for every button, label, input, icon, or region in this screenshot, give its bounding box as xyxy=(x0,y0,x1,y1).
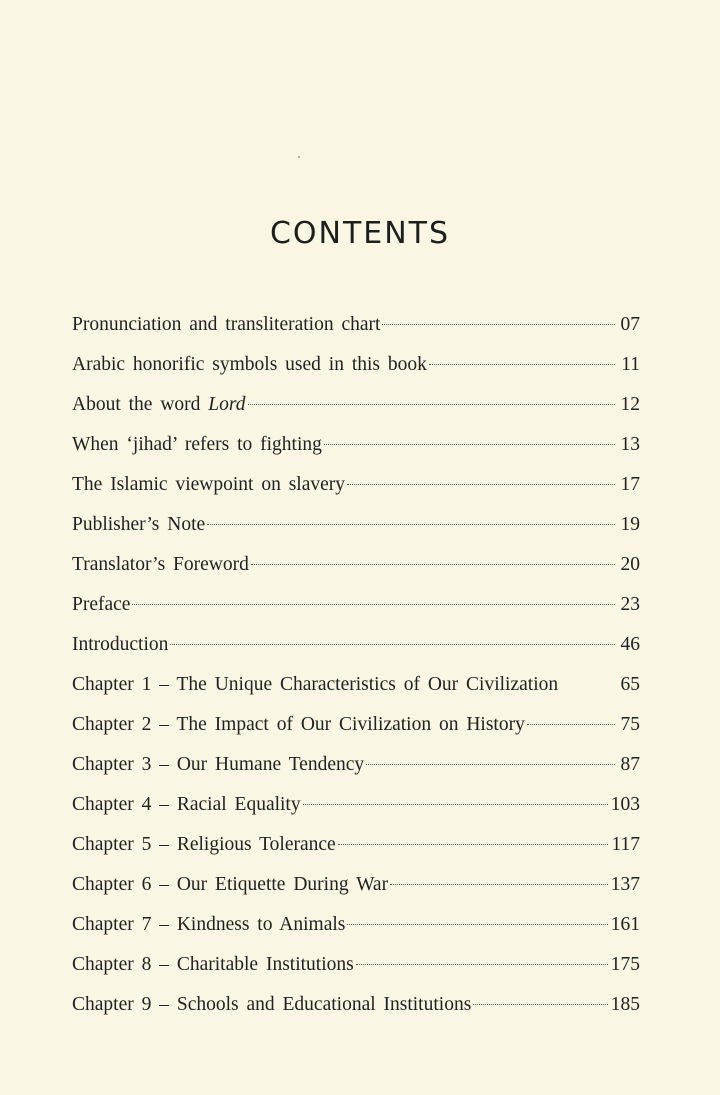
dot-leader xyxy=(356,964,608,965)
toc-entry-title-italic: Lord xyxy=(208,394,246,415)
paper-speck xyxy=(298,156,300,158)
toc-entry-page: 65 xyxy=(620,674,640,695)
toc-entry-page: 13 xyxy=(620,434,640,455)
contents-heading: CONTENTS xyxy=(269,216,451,251)
dot-leader xyxy=(366,764,615,765)
toc-entry-honorific-symbols xyxy=(72,350,640,390)
toc-entry-title-prefix: About the word xyxy=(72,394,209,415)
toc-entry-chapter-9 xyxy=(72,990,640,1030)
toc-entry-title: Chapter 9 – Schools and Educational Institutions xyxy=(72,994,472,1015)
dot-leader xyxy=(347,924,607,925)
toc-entry-title: Chapter 2 – The Impact of Our Civilization on History xyxy=(72,714,525,735)
toc-entry-page: 87 xyxy=(620,754,640,775)
dot-leader xyxy=(338,844,609,845)
dot-leader xyxy=(324,444,615,445)
toc-entry-title: Chapter 5 – Religious Tolerance xyxy=(72,834,336,855)
toc-entry-title: Chapter 1 – The Unique Characteristics of Our Civilization xyxy=(72,674,559,695)
dot-leader xyxy=(251,564,615,565)
dot-leader xyxy=(170,644,615,645)
toc-entry-title: Chapter 4 – Racial Equality xyxy=(72,794,301,815)
dot-leader xyxy=(527,724,615,725)
toc-entry-page: 185 xyxy=(610,994,640,1015)
toc-entry-page: 117 xyxy=(611,834,640,855)
toc-entry-chapter-5 xyxy=(72,830,640,870)
table-of-contents xyxy=(72,310,640,1030)
toc-entry-publishers-note xyxy=(72,510,640,550)
toc-entry-page: 11 xyxy=(621,354,640,375)
toc-entry-page: 75 xyxy=(620,714,640,735)
dot-leader xyxy=(560,684,615,685)
toc-entry-title: Translator’s Foreword xyxy=(72,554,249,575)
dot-leader xyxy=(390,884,608,885)
toc-entry-page: 137 xyxy=(610,874,640,895)
dot-leader xyxy=(207,524,615,525)
toc-entry-title: The Islamic viewpoint on slavery xyxy=(72,474,346,495)
toc-entry-title xyxy=(72,390,246,420)
toc-entry-title: Chapter 7 – Kindness to Animals xyxy=(72,914,346,935)
toc-entry-preface xyxy=(72,590,640,630)
toc-entry-page: 20 xyxy=(620,554,640,575)
toc-entry-chapter-6 xyxy=(72,870,640,910)
toc-entry-page: 12 xyxy=(620,394,640,415)
toc-entry-page: 19 xyxy=(620,514,640,535)
dot-leader xyxy=(347,484,615,485)
dot-leader xyxy=(429,364,615,365)
toc-entry-word-lord xyxy=(72,390,640,430)
dot-leader xyxy=(382,324,615,325)
toc-entry-page: 161 xyxy=(610,914,640,935)
toc-entry-introduction xyxy=(72,630,640,670)
toc-entry-page: 175 xyxy=(610,954,640,975)
toc-entry-title: Chapter 6 – Our Etiquette During War xyxy=(72,874,389,895)
toc-entry-chapter-7 xyxy=(72,910,640,950)
toc-entry-title: When ‘jihad’ refers to fighting xyxy=(72,434,322,455)
dot-leader xyxy=(473,1004,607,1005)
toc-entry-chapter-3 xyxy=(72,750,640,790)
toc-entry-slavery xyxy=(72,470,640,510)
dot-leader xyxy=(248,404,616,405)
toc-entry-page: 23 xyxy=(620,594,640,615)
toc-entry-title: Pronunciation and transliteration chart xyxy=(72,314,381,335)
toc-entry-page: 103 xyxy=(610,794,640,815)
toc-entry-page: 17 xyxy=(620,474,640,495)
toc-entry-chapter-8 xyxy=(72,950,640,990)
toc-entry-translators-foreword xyxy=(72,550,640,590)
toc-entry-pronunciation xyxy=(72,310,640,350)
toc-entry-chapter-2 xyxy=(72,710,640,750)
toc-entry-title: Publisher’s Note xyxy=(72,514,206,535)
toc-entry-title: Introduction xyxy=(72,634,169,655)
toc-entry-title: Chapter 8 – Charitable Institutions xyxy=(72,954,354,975)
toc-entry-page: 46 xyxy=(620,634,640,655)
toc-entry-jihad xyxy=(72,430,640,470)
toc-entry-title: Preface xyxy=(72,594,131,615)
dot-leader xyxy=(132,604,615,605)
toc-entry-page: 07 xyxy=(620,314,640,335)
dot-leader xyxy=(303,804,608,805)
toc-entry-title: Arabic honorific symbols used in this book xyxy=(72,354,427,375)
toc-entry-chapter-1 xyxy=(72,670,640,710)
toc-entry-chapter-4 xyxy=(72,790,640,830)
toc-entry-title: Chapter 3 – Our Humane Tendency xyxy=(72,754,365,775)
